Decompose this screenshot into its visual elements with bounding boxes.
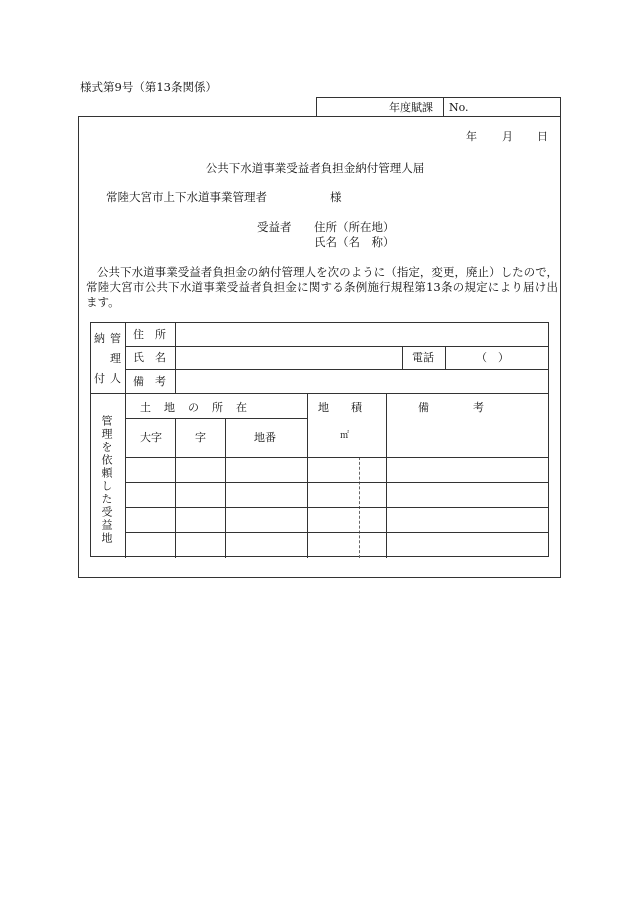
subheader-line [125, 418, 307, 419]
col-line [307, 393, 308, 558]
remarks-header: 備 考 [418, 401, 484, 414]
section-line [91, 393, 548, 394]
manager-label-kan: 管 [110, 332, 121, 345]
form-table [90, 322, 549, 557]
date-month: 月 [502, 130, 513, 143]
row-line [125, 457, 548, 458]
year-levy-label: 年度賦課 [389, 101, 433, 114]
col-line [225, 418, 226, 558]
applicant-address-label: 住所（所在地） [314, 220, 395, 234]
col-line [402, 346, 403, 370]
col-line [175, 418, 176, 558]
manager-label-nou: 納 [94, 332, 105, 345]
manager-label-nin: 人 [110, 372, 121, 385]
phone-label: 電話 [412, 351, 434, 364]
subheader-chiban: 地番 [254, 431, 276, 444]
number-label: No. [449, 101, 469, 114]
box-divider [443, 98, 444, 116]
applicant-name-label: 氏名（名 称） [314, 235, 395, 249]
col-line [445, 346, 446, 370]
row-line [125, 532, 548, 533]
subheader-ooaza: 大字 [140, 431, 162, 444]
recipient-name: 常陸大宮市上下水道事業管理者 [106, 190, 267, 204]
phone-value: （ ） [476, 351, 509, 364]
col-line [125, 323, 126, 558]
manager-label-fu: 付 [94, 372, 105, 385]
manager-name-label: 氏 名 [133, 351, 166, 364]
area-unit: ㎡ [340, 431, 350, 441]
row-line [125, 346, 548, 347]
row-line [125, 369, 548, 370]
area-header: 地 積 [318, 401, 362, 414]
applicant-label: 受益者 [257, 220, 292, 234]
recipient-honorific: 様 [330, 190, 342, 204]
manager-label-ri: 理 [110, 352, 121, 365]
date-year: 年 [466, 130, 477, 143]
date-day: 日 [537, 130, 548, 143]
subheader-aza: 字 [195, 431, 206, 444]
year-number-box [316, 97, 561, 116]
land-side-label: 管理を依頼した受益地 [100, 415, 113, 545]
location-header: 土 地 の 所 在 [140, 401, 248, 414]
manager-remarks-label: 備 考 [133, 375, 166, 388]
form-title: 公共下水道事業受益者負担金納付管理人届 [205, 161, 425, 175]
body-text: 公共下水道事業受益者負担金の納付管理人を次のように（指定，変更，廃止）したので，常陸大宮市公共下水道事業受益者負担金に関する条例施行規程第13条の規定により届け出ます。 [86, 265, 558, 309]
col-line [175, 323, 176, 393]
form-number: 様式第9号（第13条関係） [80, 80, 217, 94]
row-line [125, 507, 548, 508]
row-line [125, 482, 548, 483]
manager-address-label: 住 所 [133, 328, 166, 341]
col-line [386, 393, 387, 558]
